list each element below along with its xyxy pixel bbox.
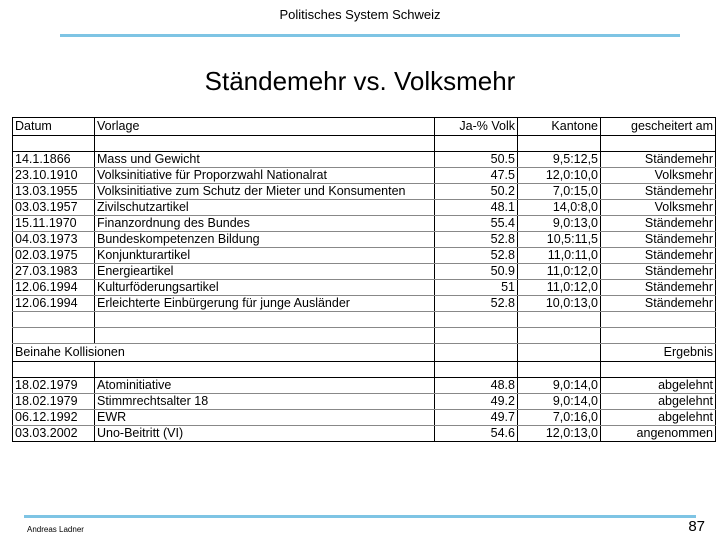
column-header-kantone: Kantone — [518, 118, 601, 136]
column-header-vorlage: Vorlage — [95, 118, 435, 136]
cell-ja-volk: 48.8 — [435, 378, 518, 394]
cell-datum: 27.03.1983 — [13, 264, 95, 280]
cell-result: Ständemehr — [601, 248, 716, 264]
table-row — [13, 410, 716, 426]
table-row — [13, 168, 716, 184]
cell-result: Ständemehr — [601, 280, 716, 296]
column-header-gescheitert: gescheitert am — [601, 118, 716, 136]
cell-ja-volk: 49.2 — [435, 394, 518, 410]
cell-datum: 12.06.1994 — [13, 296, 95, 312]
cell-vorlage: Bundeskompetenzen Bildung — [95, 232, 435, 248]
cell-result: abgelehnt — [601, 410, 716, 426]
cell-kantone: 7,0:15,0 — [518, 184, 601, 200]
cell-kantone: 9,5:12,5 — [518, 152, 601, 168]
cell-vorlage: Konjunkturartikel — [95, 248, 435, 264]
cell-datum: 02.03.1975 — [13, 248, 95, 264]
column-header-datum: Datum — [13, 118, 95, 136]
table-row — [13, 248, 716, 264]
table-row — [13, 264, 716, 280]
bottom-divider — [24, 515, 696, 518]
cell-vorlage: Volksinitiative für Proporzwahl Nationalrat — [95, 168, 435, 184]
spacer-row — [13, 328, 716, 344]
cell-ja-volk: 54.6 — [435, 426, 518, 442]
cell-kantone: 14,0:8,0 — [518, 200, 601, 216]
cell-vorlage: Atominitiative — [95, 378, 435, 394]
cell-result: Volksmehr — [601, 168, 716, 184]
column-header-ergebnis: Ergebnis — [601, 344, 716, 362]
cell-kantone: 11,0:12,0 — [518, 280, 601, 296]
slide-title: Ständemehr vs. Volksmehr — [204, 66, 516, 96]
cell-vorlage: Finanzordnung des Bundes — [95, 216, 435, 232]
comparison-table — [12, 117, 715, 442]
table-row — [13, 152, 716, 168]
cell-datum: 15.11.1970 — [13, 216, 95, 232]
cell-ja-volk: 50.9 — [435, 264, 518, 280]
cell-result: Ständemehr — [601, 184, 716, 200]
spacer-row — [13, 362, 716, 378]
cell-datum: 14.1.1866 — [13, 152, 95, 168]
footer-author: Andreas Ladner — [27, 525, 84, 534]
table-row — [13, 426, 716, 442]
cell-result: Ständemehr — [601, 296, 716, 312]
cell-ja-volk: 47.5 — [435, 168, 518, 184]
table-row — [13, 200, 716, 216]
table-row — [13, 184, 716, 200]
presentation-title: Politisches System Schweiz — [279, 7, 441, 22]
cell-datum: 13.03.1955 — [13, 184, 95, 200]
cell-vorlage: Kulturföderungsartikel — [95, 280, 435, 296]
cell-ja-volk: 50.2 — [435, 184, 518, 200]
cell-kantone: 9,0:13,0 — [518, 216, 601, 232]
cell-datum: 03.03.2002 — [13, 426, 95, 442]
cell-vorlage: Volksinitiative zum Schutz der Mieter und Konsumenten — [95, 184, 435, 200]
cell-datum: 06.12.1992 — [13, 410, 95, 426]
spacer-row — [13, 136, 716, 152]
cell-ja-volk: 52.8 — [435, 248, 518, 264]
cell-kantone: 7,0:16,0 — [518, 410, 601, 426]
cell-kantone: 9,0:14,0 — [518, 394, 601, 410]
cell-vorlage: Energieartikel — [95, 264, 435, 280]
cell-datum: 18.02.1979 — [13, 394, 95, 410]
column-header-ja-volk: Ja-% Volk — [435, 118, 518, 136]
table-header-row — [13, 118, 716, 136]
table-row — [13, 216, 716, 232]
table-row — [13, 394, 716, 410]
cell-kantone: 10,5:11,5 — [518, 232, 601, 248]
table-row — [13, 378, 716, 394]
cell-result: Ständemehr — [601, 152, 716, 168]
cell-kantone: 12,0:10,0 — [518, 168, 601, 184]
cell-kantone: 12,0:13,0 — [518, 426, 601, 442]
table-row — [13, 280, 716, 296]
cell-ja-volk: 55.4 — [435, 216, 518, 232]
cell-vorlage: Erleichterte Einbürgerung für junge Ausländer — [95, 296, 435, 312]
page-number: 87 — [688, 518, 705, 535]
cell-kantone: 10,0:13,0 — [518, 296, 601, 312]
cell-result: angenommen — [601, 426, 716, 442]
cell-ja-volk: 50.5 — [435, 152, 518, 168]
cell-vorlage: Zivilschutzartikel — [95, 200, 435, 216]
top-divider — [60, 34, 680, 37]
cell-ja-volk: 52.8 — [435, 232, 518, 248]
cell-result: Volksmehr — [601, 200, 716, 216]
cell-vorlage: Stimmrechtsalter 18 — [95, 394, 435, 410]
cell-ja-volk: 51 — [435, 280, 518, 296]
cell-result: Ständemehr — [601, 264, 716, 280]
cell-kantone: 11,0:12,0 — [518, 264, 601, 280]
cell-kantone: 9,0:14,0 — [518, 378, 601, 394]
cell-vorlage: EWR — [95, 410, 435, 426]
cell-datum: 03.03.1957 — [13, 200, 95, 216]
spacer-row — [13, 312, 716, 328]
table-row — [13, 296, 716, 312]
cell-vorlage: Uno-Beitritt (VI) — [95, 426, 435, 442]
cell-datum: 18.02.1979 — [13, 378, 95, 394]
cell-ja-volk: 52.8 — [435, 296, 518, 312]
cell-datum: 12.06.1994 — [13, 280, 95, 296]
cell-result: Ständemehr — [601, 232, 716, 248]
table-row — [13, 232, 716, 248]
section-header-row — [13, 344, 716, 362]
cell-kantone: 11,0:11,0 — [518, 248, 601, 264]
cell-ja-volk: 49.7 — [435, 410, 518, 426]
cell-vorlage: Mass und Gewicht — [95, 152, 435, 168]
cell-result: abgelehnt — [601, 378, 716, 394]
cell-ja-volk: 48.1 — [435, 200, 518, 216]
cell-datum: 04.03.1973 — [13, 232, 95, 248]
cell-result: Ständemehr — [601, 216, 716, 232]
section-label: Beinahe Kollisionen — [13, 344, 435, 362]
cell-result: abgelehnt — [601, 394, 716, 410]
cell-datum: 23.10.1910 — [13, 168, 95, 184]
